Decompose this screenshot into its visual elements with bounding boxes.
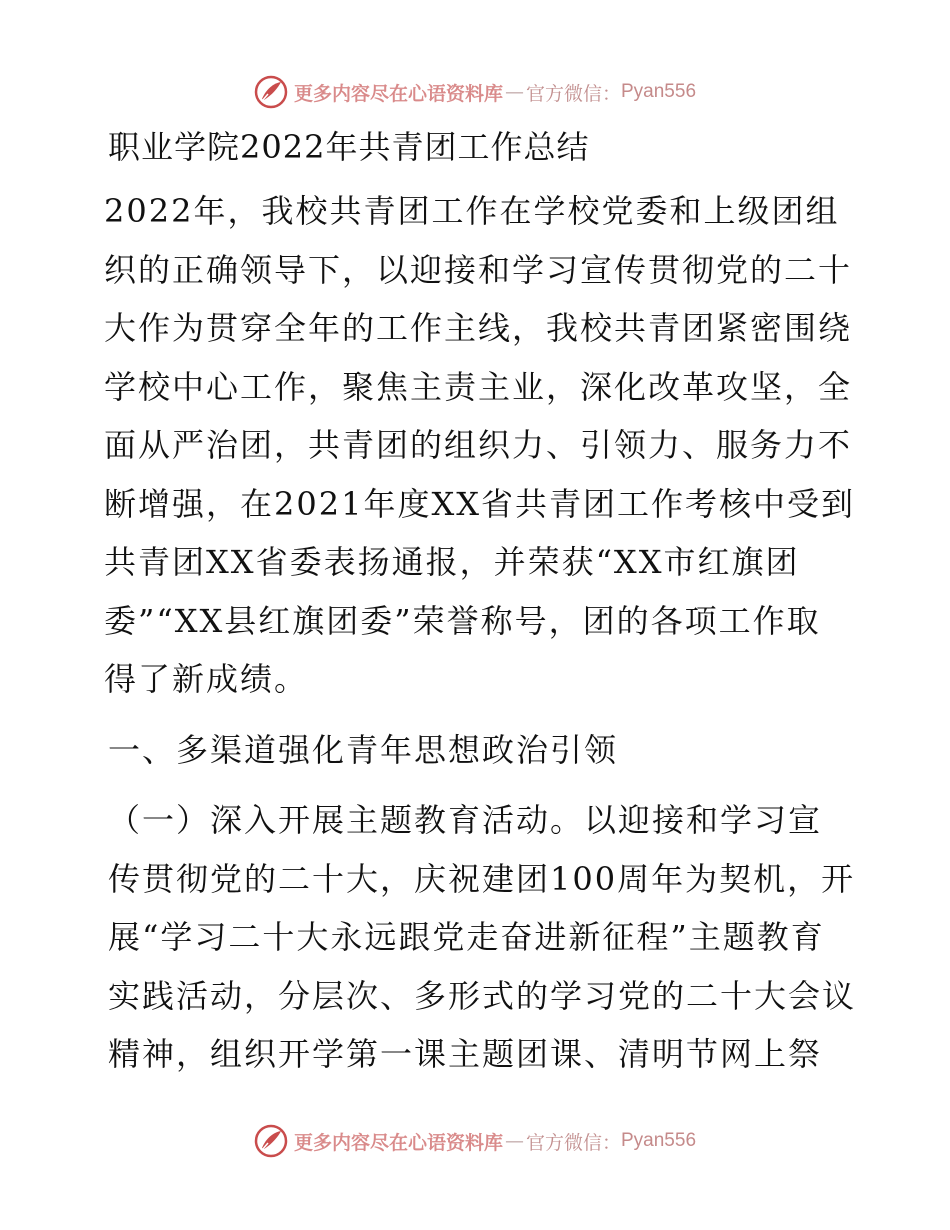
paragraph-line: 委”“XX县红旗团委”荣誉称号，团的各项工作取 [104,601,821,640]
watermark-contact-label: 官方微信： [525,82,621,105]
watermark-header [0,72,950,112]
paragraph-line: 学校中心工作，聚焦主责主业，深化改革攻坚，全 [104,367,853,406]
paragraph-line: 精神，组织开学第一课主题团课、清明节网上祭 [108,1035,823,1073]
feather-pen-logo-icon [254,75,288,109]
watermark-contact-label: 官方微信： [525,1131,621,1154]
watermark-footer [0,1121,950,1161]
watermark-separator: — [504,1130,524,1152]
watermark-separator: — [504,81,524,103]
paragraph-line: 大作为贯穿全年的工作主线，我校共青团紧密围绕 [104,309,853,347]
paragraph-line: 实践活动，分层次、多形式的学习党的二十大会议 [108,976,857,1015]
watermark-brand: 更多内容尽在心语资料库 [293,1131,503,1154]
paragraph-line: 得了新成绩。 [104,660,309,698]
paragraph-line: 面从严治团，共青团的组织力、引领力、服务力不 [104,426,853,464]
watermark-contact-id: Pyan556 [621,81,697,102]
paragraph-line: 织的正确领导下，以迎接和学习宣传贯彻党的二十 [104,250,853,289]
intro-paragraph [98,182,858,709]
document-body [98,118,858,1084]
paragraph-line: 共青团XX省委表扬通报，并荣获“XX市红旗团 [104,543,800,581]
paragraph-line: 2022年，我校共青团工作在学校党委和上级团组 [104,192,840,230]
feather-pen-logo-icon [254,1124,288,1158]
paragraph-line: （一）深入开展主题教育活动。以迎接和学习宣 [108,801,823,839]
section-heading: 一、多渠道强化青年思想政治引领 [108,730,619,769]
paragraph-line: 传贯彻党的二十大，庆祝建团100周年为契机，开 [108,859,856,898]
subsection-paragraph [98,791,858,1084]
document-title: 职业学院2022年共青团工作总结 [108,128,590,166]
watermark-contact-id: Pyan556 [621,1130,697,1151]
paragraph-line: 断增强，在2021年度XX省共青团工作考核中受到 [104,484,856,523]
paragraph-line: 展“学习二十大永远跟党走奋进新征程”主题教育 [108,918,825,956]
watermark-brand: 更多内容尽在心语资料库 [293,82,503,105]
